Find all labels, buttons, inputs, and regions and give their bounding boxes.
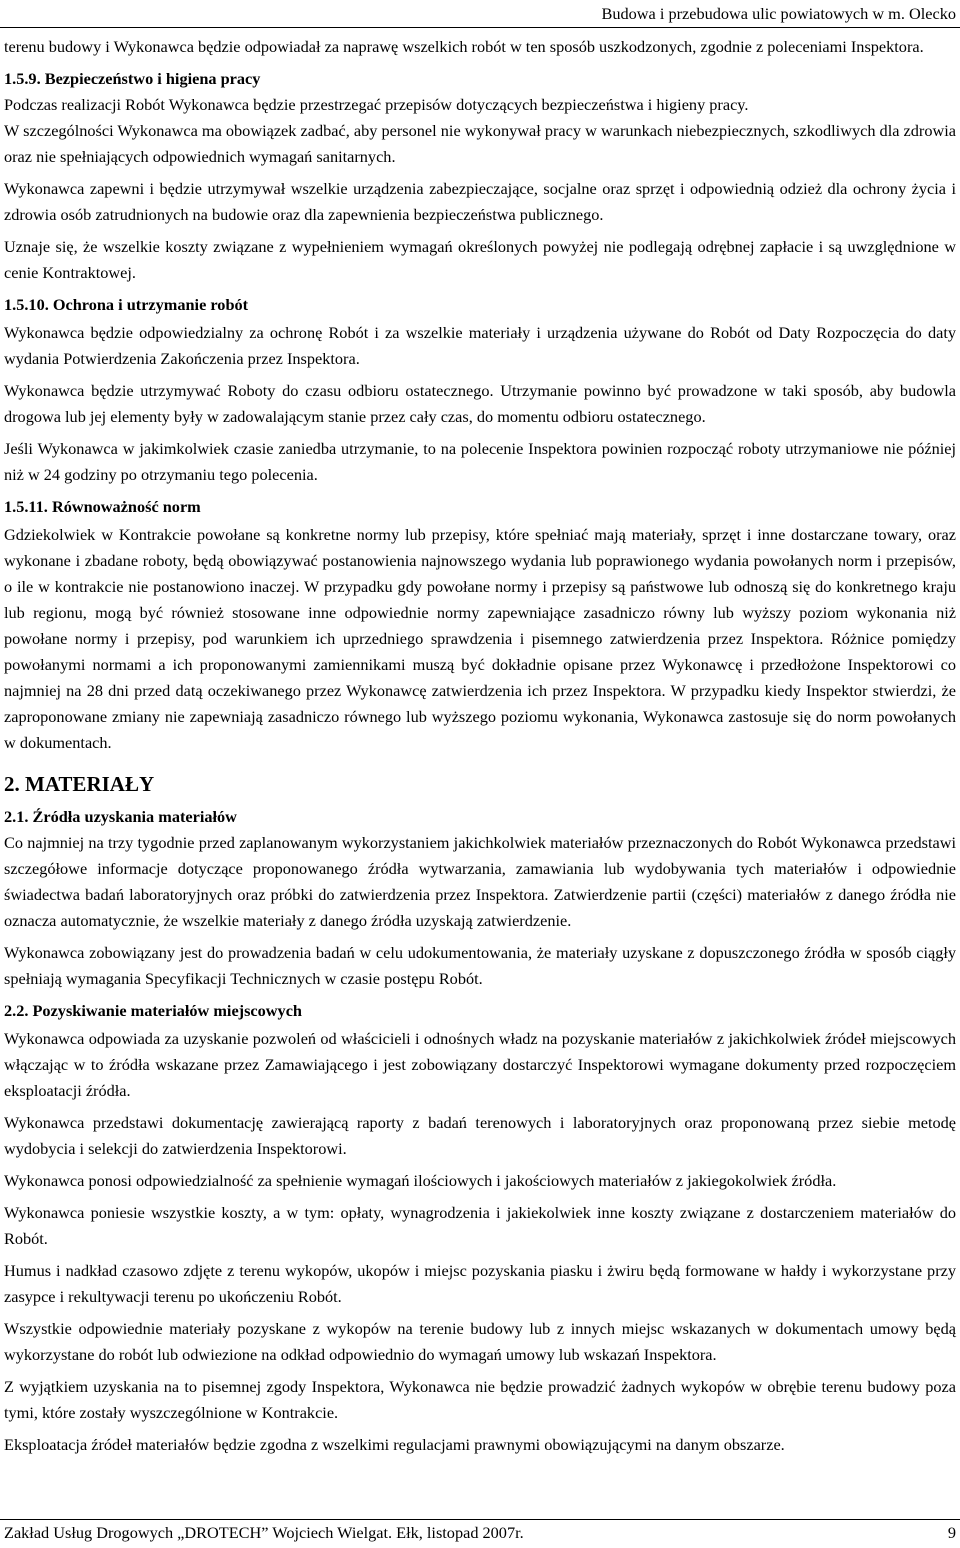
chapter-2-heading: 2. MATERIAŁY [4, 772, 155, 796]
paragraph: Wykonawca odpowiada za uzyskanie pozwoleń od właścicieli i odnośnych władz na pozyskanie materiałów z jakichkolwiek źródeł miejscowych włączając w to źródła wskazane przez Zamawiającego i jest zobowiązany dostarczyć Inspektorowi wymagane dokumenty przed rozpoczęciem eksploatacji źródła. [4, 1029, 956, 1100]
paragraph: Wykonawca ponosi odpowiedzialność za spełnienie wymagań ilościowych i jakościowych materiałów z jakiegokolwiek źródła. [4, 1171, 837, 1190]
paragraph: Gdziekolwiek w Kontrakcie powołane są konkretne normy lub przepisy, które spełniać mają materiały, sprzęt i inne dostarczane towary, oraz wykonane i zbadane roboty, będą obowiązywać postanowienia najnowszego wydania lub poprawionego wydania powołanych norm i przepisów, o ile w kontrakcie nie postanowiono inaczej. W przypadku gdy powołane normy i przepisy są państwowe lub odnoszą się do konkretnego kraju lub regionu, mogą być również stosowane inne odpowiednie normy zapewniające zasadniczo równy lub wyższy poziom wykonania niż powołane normy i przepisy, pod warunkiem ich uprzedniego sprawdzenia i pisemnego zatwierdzenia przez Inspektora. Różnice pomiędzy powołanymi normami a ich proponowanymi zamiennikami muszą być dokładnie opisane przez Wykonawcę i przedłożone Inspektorowi co najmniej na 28 dni przed datą oczekiwanego przez Wykonawcę zatwierdzenia ich przez Inspektora. W przypadku kiedy Inspektor stwierdzi, że zaproponowane zmiany nie zapewniają zasadniczo równego lub wyższego poziomu wykonania, Wykonawca zastosuje się do norm powołanych w dokumentach. [4, 525, 956, 752]
section-1-5-10-heading: 1.5.10. Ochrona i utrzymanie robót [4, 295, 249, 314]
header-rule [0, 27, 960, 28]
paragraph: Jeśli Wykonawca w jakimkolwiek czasie zaniedba utrzymanie, to na polecenie Inspektora powinien rozpocząć roboty utrzymaniowe nie później niż w 24 godziny po otrzymaniu tego polecenia. [4, 439, 956, 484]
paragraph: Wykonawca będzie utrzymywać Roboty do czasu odbioru ostatecznego. Utrzymanie powinno być prowadzone w taki sposób, aby budowla drogowa lub jej elementy były w zadowalającym stanie przez cały czas, do momentu odbioru ostatecznego. [4, 381, 956, 426]
paragraph: Wykonawca będzie odpowiedzialny za ochronę Robót i za wszelkie materiały i urządzenia używane do Robót od Daty Rozpoczęcia do daty wydania Potwierdzenia Zakończenia przez Inspektora. [4, 323, 956, 368]
paragraph: Podczas realizacji Robót Wykonawca będzie przestrzegać przepisów dotyczących bezpieczeństwa i higieny pracy. [4, 95, 749, 114]
paragraph: Wykonawca zapewni i będzie utrzymywał wszelkie urządzenia zabezpieczające, socjalne oraz sprzęt i odpowiednią odzież dla ochrony życia i zdrowia osób zatrudnionych na budowie oraz dla zapewnienia bezpieczeństwa publicznego. [4, 179, 956, 224]
section-2-2-heading: 2.2. Pozyskiwanie materiałów miejscowych [4, 1001, 302, 1020]
paragraph: Eksploatacja źródeł materiałów będzie zgodna z wszelkimi regulacjami prawnymi obowiązującymi na danym obszarze. [4, 1435, 785, 1454]
footer-company: Zakład Usług Drogowych „DROTECH” Wojciech Wielgat. Ełk, listopad 2007r. [4, 1523, 524, 1542]
paragraph: Uznaje się, że wszelkie koszty związane z wypełnieniem wymagań określonych powyżej nie podlegają odrębnej zapłacie i są uwzględnione w cenie Kontraktowej. [4, 237, 956, 282]
paragraph: Wykonawca zobowiązany jest do prowadzenia badań w celu udokumentowania, że materiały uzyskane z dopuszczonego źródła w sposób ciągły spełniają wymagania Specyfikacji Technicznych w czasie postępu Robót. [4, 943, 956, 988]
paragraph: Wykonawca przedstawi dokumentację zawierającą raporty z badań terenowych i laboratoryjnych oraz proponowaną przez siebie metodę wydobycia i selekcji do zatwierdzenia Inspektorowi. [4, 1113, 956, 1158]
page-number: 9 [947, 1523, 956, 1542]
section-1-5-11-heading: 1.5.11. Równoważność norm [4, 497, 201, 516]
paragraph: Humus i nadkład czasowo zdjęte z terenu wykopów, ukopów i miejsc pozyskania piasku i żwiru będą formowane w hałdy i wykorzystane przy zasypce i rekultywacji terenu po ukończeniu Robót. [4, 1261, 956, 1306]
paragraph: Wszystkie odpowiednie materiały pozyskane z wykopów na terenie budowy lub z innych miejsc wskazanych w dokumentach umowy będą wykorzystane do robót lub odwiezione na odkład odpowiednio do wymagań umowy lub wskazań Inspektora. [4, 1319, 956, 1364]
page-footer [4, 1523, 956, 1543]
page-body [4, 34, 956, 1464]
intro-paragraph: terenu budowy i Wykonawca będzie odpowiadał za naprawę wszelkich robót w ten sposób uszkodzonych, zgodnie z poleceniami Inspektora. [4, 37, 924, 56]
running-header: Budowa i przebudowa ulic powiatowych w m. Olecko [601, 4, 956, 23]
footer-rule [0, 1519, 960, 1520]
paragraph: W szczególności Wykonawca ma obowiązek zadbać, aby personel nie wykonywał pracy w warunkach niebezpiecznych, szkodliwych dla zdrowia oraz nie spełniających odpowiednich wymagań sanitarnych. [4, 121, 956, 166]
section-1-5-9-heading: 1.5.9. Bezpieczeństwo i higiena pracy [4, 69, 261, 88]
paragraph: Wykonawca poniesie wszystkie koszty, a w tym: opłaty, wynagrodzenia i jakiekolwiek inne koszty związane z dostarczeniem materiałów do Robót. [4, 1203, 956, 1248]
section-2-1-heading: 2.1. Źródła uzyskania materiałów [4, 807, 237, 826]
paragraph: Z wyjątkiem uzyskania na to pisemnej zgody Inspektora, Wykonawca nie będzie prowadzić żadnych wykopów w obrębie terenu budowy poza tymi, które zostały wyszczególnione w Kontrakcie. [4, 1377, 956, 1422]
paragraph: Co najmniej na trzy tygodnie przed zaplanowanym wykorzystaniem jakichkolwiek materiałów przeznaczonych do Robót Wykonawca przedstawi szczegółowe informacje dotyczące proponowanego źródła wytwarzania, zamawiania lub wydobywania tych materiałów i odpowiednie świadectwa badań laboratoryjnych oraz próbki do zatwierdzenia przez Inspektora. Zatwierdzenie partii (części) materiałów z danego źródła nie oznacza automatycznie, że wszelkie materiały z danego źródła uzyskają zatwierdzenie. [4, 833, 956, 930]
